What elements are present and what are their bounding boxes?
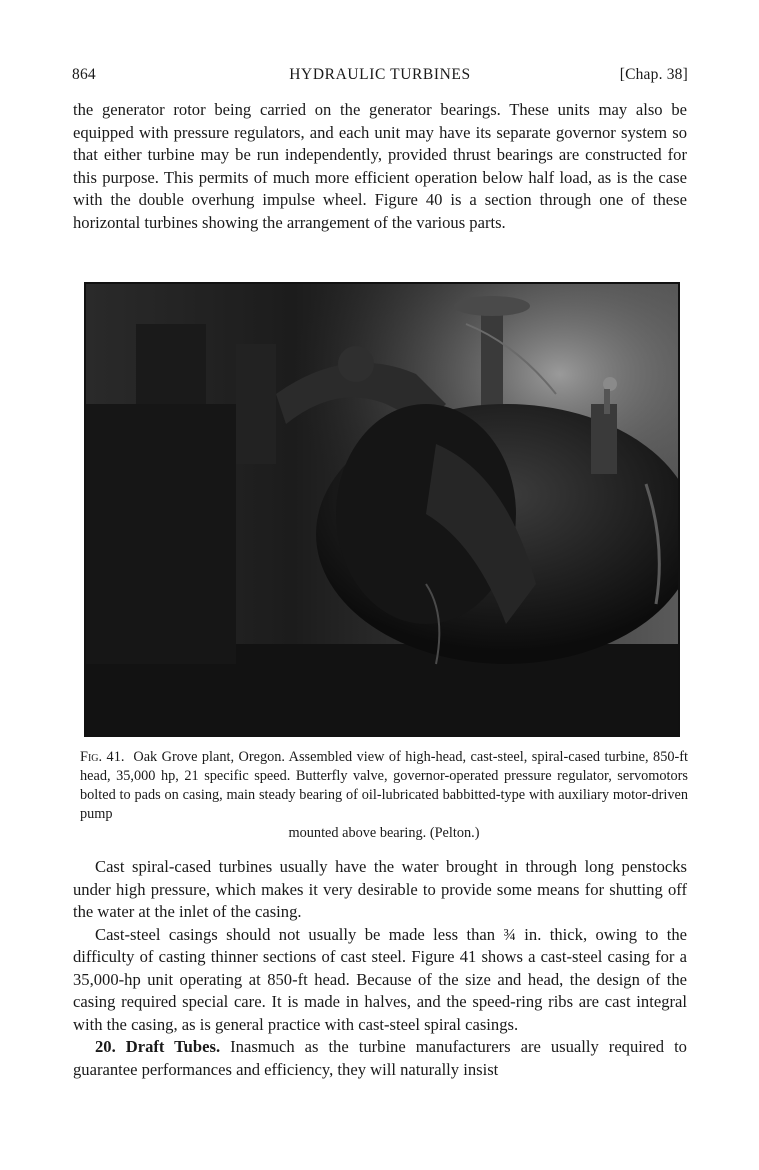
section-number: 20. [95, 1037, 116, 1056]
caption-last-line: mounted above bearing. (Pelton.) [288, 825, 480, 841]
chapter-label: [Chap. 38] [619, 66, 688, 83]
running-title: HYDRAULIC TURBINES [289, 66, 471, 83]
turbine-photograph [86, 284, 678, 735]
body-text-top [73, 99, 687, 234]
section-20-paragraph [73, 1036, 687, 1081]
paragraph-3: Cast-steel casings should not usually be made less than ¾ in. thick, owing to the difficulty of casting thinner sections of cast steel. Figure 41 shows a cast-steel casing for a 35,000-hp unit operating at 850-ft head. Because of the size and head, the design of the casing required special care. It is made in halves, and the speed-ring ribs are cast integral with the casing, as is general practice with cast-steel spiral casings. [73, 924, 687, 1034]
page-number: 864 [72, 66, 96, 83]
page-header [72, 66, 688, 88]
section-heading: Draft Tubes. [125, 1037, 221, 1056]
figure-caption [80, 748, 688, 843]
section-text: Inasmuch as the turbine manufacturers are usually required to guarantee performances and efficiency, they will naturally insist [73, 1037, 687, 1079]
figure-label: Fig. 41. [80, 749, 125, 765]
paragraph-2: Cast spiral-cased turbines usually have the water brought in through long penstocks under high pressure, which makes it very desirable to provide some means for shutting off the water at the inlet of the casing. [73, 857, 687, 921]
body-text-bottom [73, 856, 687, 1081]
caption-main: Oak Grove plant, Oregon. Assembled view of high-head, cast-steel, spiral-cased turbine, 850-ft head, 35,000 hp, 21 specific speed. Butterfly valve, governor-operated pressure regulator, servomotors bolted to pads on casing, main steady bearing of oil-lubricated babbitted-type with auxiliary motor-driven pump [80, 749, 688, 822]
paragraph-1: the generator rotor being carried on the generator bearings. These units may also be equipped with pressure regulators, and each unit may have its separate governor system so that either turbine may be run independently, provided thrust bearings are constructed for this purpose. This permits of much more efficient operation below half load, as is the case with the double overhung impulse wheel. Figure 40 is a section through one of these horizontal turbines showing the arrangement of the various parts. [73, 100, 687, 232]
figure-41-photo [84, 282, 680, 737]
